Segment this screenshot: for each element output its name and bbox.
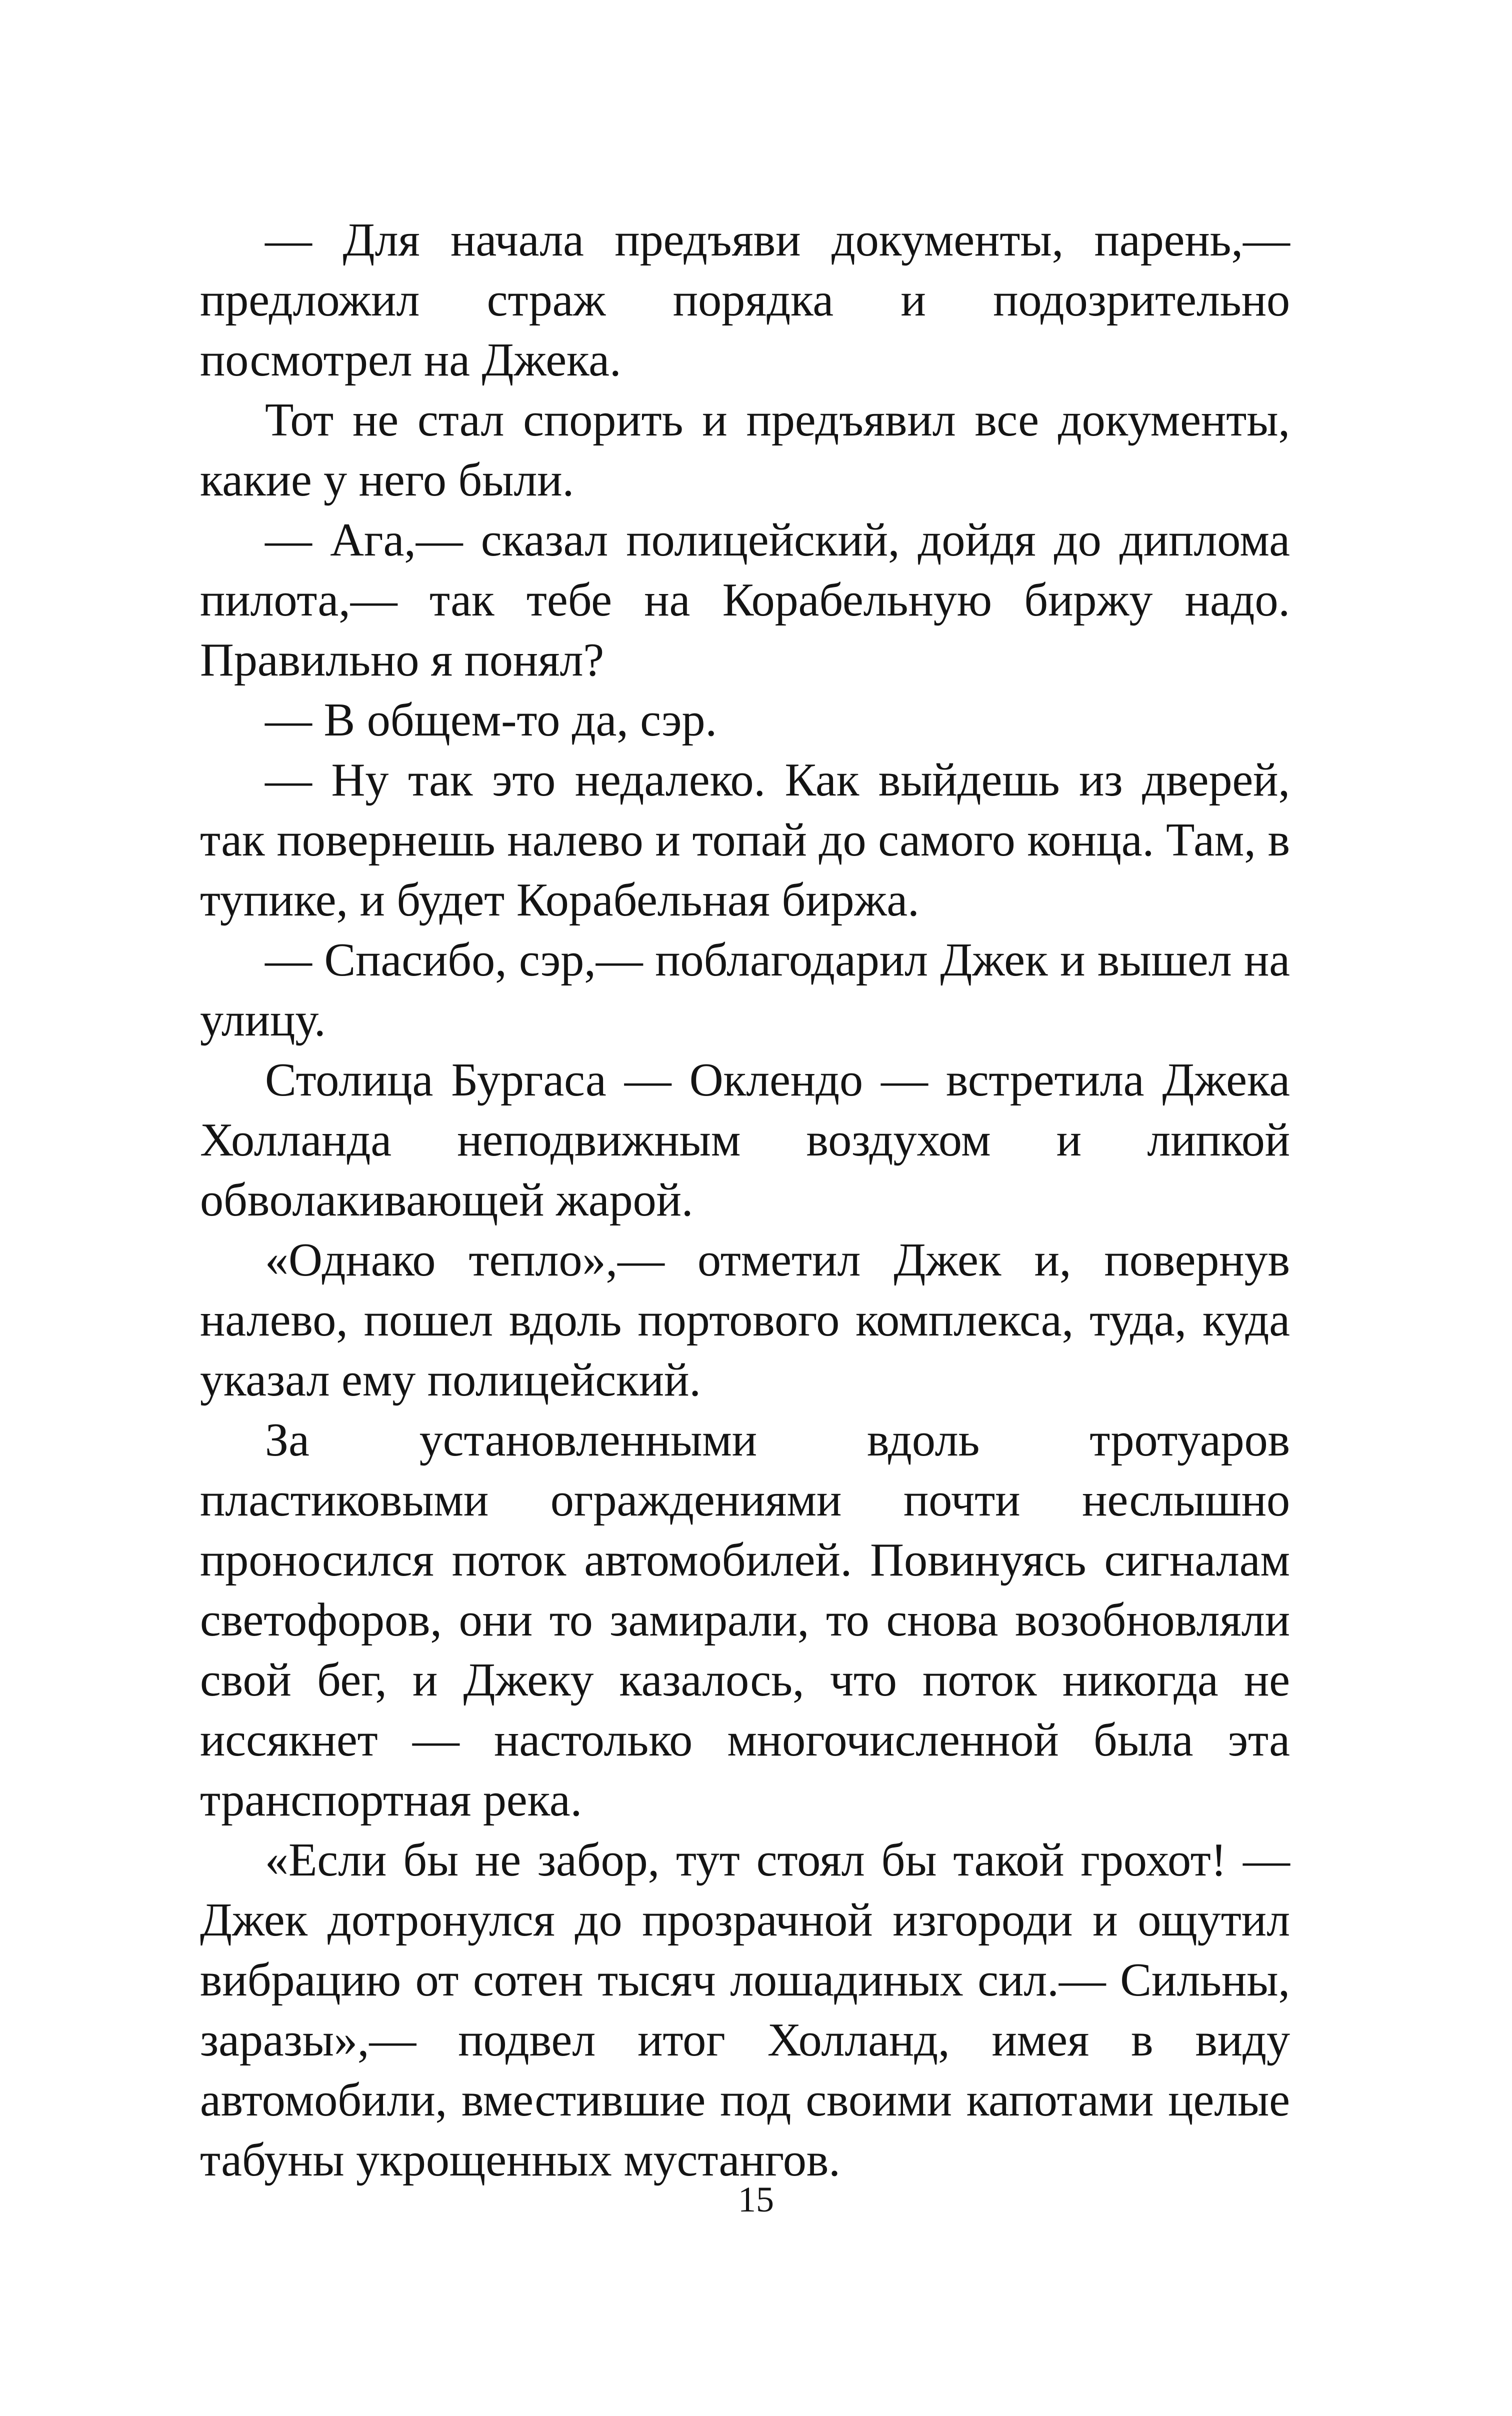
paragraph: — Ага,— сказал полицейский, дойдя до диплома пилота,— так тебе на Корабельную биржу надо. Правильно я понял?: [200, 514, 1290, 686]
paragraph: — Спасибо, сэр,— поблагодарил Джек и вышел на улицу.: [200, 934, 1290, 1046]
paragraph: Столица Бургаса — Оклендо — встретила Джека Холланда неподвижным воздухом и липкой обволакивающей жарой.: [200, 1054, 1290, 1226]
paragraph: За установленными вдоль тротуаров пластиковыми ограждениями почти неслышно проносился поток автомобилей. Повинуясь сигналам светофоров, они то замирали, то снова возобновляли свой бег, и Джеку казалось, что поток никогда не иссякнет — настолько многочисленной была эта транспортная река.: [200, 1414, 1290, 1826]
paragraph: — Для начала предъяви документы, парень,— предложил страж порядка и подозрительно посмотрел на Джека.: [200, 214, 1290, 386]
paragraph: «Однако тепло»,— отметил Джек и, повернув налево, пошел вдоль портового комплекса, туда, куда указал ему полицейский.: [200, 1234, 1290, 1406]
paragraph: — Ну так это недалеко. Как выйдешь из дверей, так повернешь налево и топай до самого конца. Там, в тупике, и будет Корабельная биржа.: [200, 754, 1290, 926]
page-number: 15: [738, 2180, 774, 2220]
paragraph: Тот не стал спорить и предъявил все документы, какие у него были.: [200, 394, 1290, 506]
paragraph: — В общем-то да, сэр.: [265, 694, 718, 746]
body-text: [200, 210, 1290, 2190]
paragraph: «Если бы не забор, тут стоял бы такой грохот! — Джек дотронулся до прозрачной изгороди и ощутил вибрацию от сотен тысяч лошадиных сил.— Сильны, заразы»,— подвел итог Холланд, имея в виду автомобили, вместившие под своими капотами целые табуны укрощенных мустангов.: [200, 1834, 1290, 2186]
